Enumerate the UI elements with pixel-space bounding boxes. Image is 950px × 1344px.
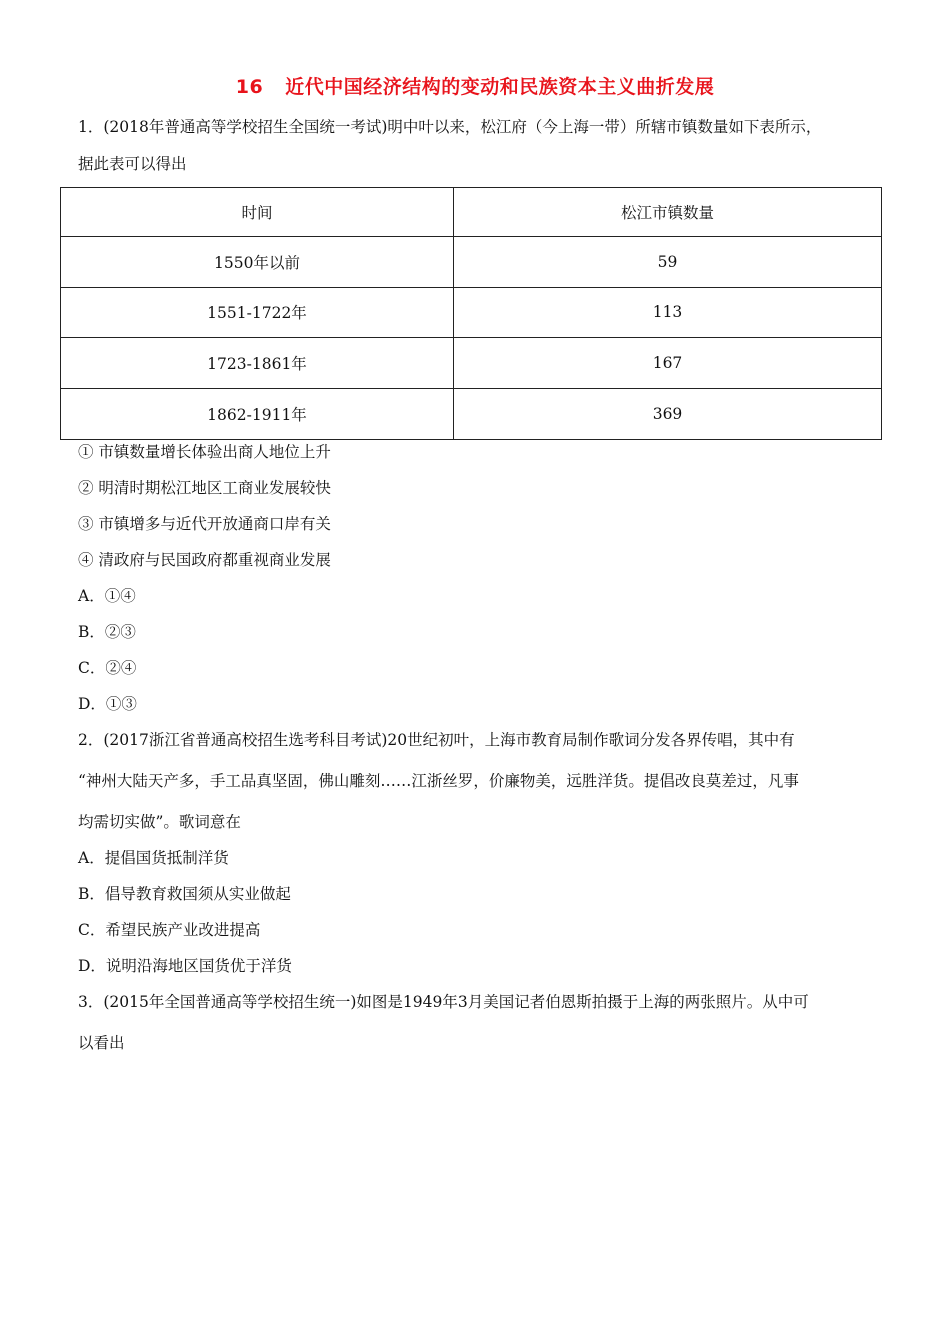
q1-statement-3: ③ 市镇增多与近代开放通商口岸有关 [78, 515, 331, 533]
table-header-row [61, 188, 881, 237]
q1-option-a: A．①④ [78, 587, 136, 605]
table-cell-count: 369 [652, 404, 683, 423]
q1-stem-line2: 据此表可以得出 [78, 155, 187, 173]
table-cell-count: 59 [657, 252, 678, 271]
q1-option-d: D．①③ [78, 695, 137, 713]
table-row [61, 237, 881, 288]
table-header-time: 时间 [61, 188, 454, 236]
table-row [61, 288, 881, 339]
q1-stem-line1: 1．(2018年普通高等学校招生全国统一考试)明中叶以来，松江府（今上海一带）所辖市镇数量如下表所示， [78, 118, 822, 136]
q2-stem-line1: 2．(2017浙江省普通高校招生选考科目考试)20世纪初叶，上海市教育局制作歌词分发各界传唱，其中有 [78, 731, 795, 749]
q1-statement-2: ② 明清时期松江地区工商业发展较快 [78, 479, 331, 497]
table-header-count: 松江市镇数量 [620, 204, 714, 222]
table-row [61, 389, 881, 440]
q2-option-b: B．倡导教育救国须从实业做起 [78, 885, 291, 903]
page-title [0, 72, 950, 99]
table-cell-time: 1550年以前 [61, 237, 454, 287]
table-cell-count: 113 [652, 303, 683, 322]
q2-stem-line3: 均需切实做”。歌词意在 [78, 813, 241, 831]
q3-stem-line2: 以看出 [78, 1034, 125, 1052]
title-number: 16 [235, 76, 264, 98]
q1-table [60, 187, 882, 440]
q2-option-c: C．希望民族产业改进提高 [78, 921, 261, 939]
table-row [61, 338, 881, 389]
title-text: 近代中国经济结构的变动和民族资本主义曲折发展 [285, 76, 715, 98]
q1-option-b: B．②③ [78, 623, 136, 641]
q2-stem-line2: “神州大陆天产多，手工品真坚固，佛山雕刻……江浙丝罗，价廉物美，远胜洋货。提倡改良莫差过，凡事 [78, 772, 799, 790]
table-cell-count: 167 [652, 353, 683, 372]
table-cell-time: 1723-1861年 [61, 338, 454, 388]
q1-statement-1: ① 市镇数量增长体验出商人地位上升 [78, 443, 331, 461]
q1-option-c: C．②④ [78, 659, 137, 677]
q3-stem-line1: 3．(2015年全国普通高等学校招生统一)如图是1949年3月美国记者伯恩斯拍摄于上海的两张照片。从中可 [78, 993, 809, 1011]
q2-option-d: D．说明沿海地区国货优于洋货 [78, 957, 292, 975]
q1-statement-4: ④ 清政府与民国政府都重视商业发展 [78, 551, 331, 569]
table-cell-time: 1862-1911年 [61, 389, 454, 440]
q2-option-a: A．提倡国货抵制洋货 [78, 849, 229, 867]
table-cell-time: 1551-1722年 [61, 288, 454, 338]
